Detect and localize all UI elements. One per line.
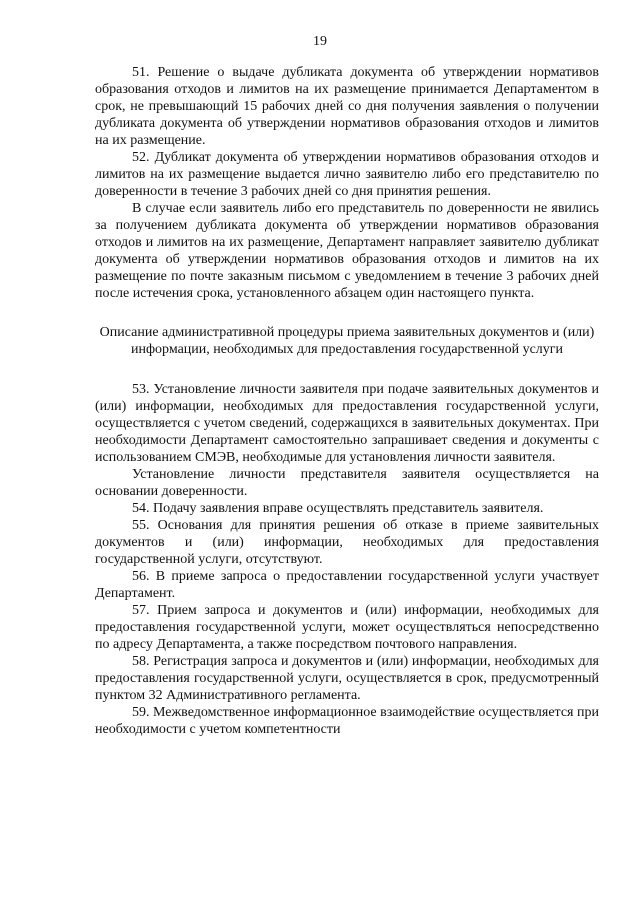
paragraph-52: 52. Дубликат документа об утверждении нормативов образования отходов и лимитов на их размещение выдается лично заявителю либо его представителю по доверенности в течение 3 рабочих дней со дня принятия решения. (95, 150, 599, 199)
paragraph-56: 56. В приеме запроса о предоставлении государственной услуги участвует Департамент. (95, 569, 599, 601)
paragraph-57: 57. Прием запроса и документов и (или) информации, необходимых для предоставления государственной услуги, может осуществляться непосредственно по адресу Департамента, а также посредством почтового направления. (95, 603, 599, 652)
section-heading: Описание административной процедуры приема заявительных документов и (или) информации, необходимых для предоставления государственной услуги (99, 325, 595, 357)
paragraph-59: 59. Межведомственное информационное взаимодействие осуществляется при необходимости с учетом компетентности (95, 705, 599, 737)
paragraph-54: 54. Подачу заявления вправе осуществлять представитель заявителя. (132, 501, 544, 516)
paragraph-55: 55. Основания для принятия решения об отказе в приеме заявительных документов и (или) информации, необходимых для предоставления государственной услуги, отсутствуют. (95, 518, 599, 567)
paragraph-53: 53. Установление личности заявителя при подаче заявительных документов и (или) информации, необходимых для предоставления государственной услуги, осуществляется с учетом сведений, содержащихся в заявительных документах. При необходимости Департамент самостоятельно запрашивает сведения и документы с использованием СМЭВ, необходимые для установления личности заявителя. (95, 382, 599, 465)
paragraph-51: 51. Решение о выдаче дубликата документа об утверждении нормативов образования отходов и лимитов на их размещение принимается Департаментом в срок, не превышающий 15 рабочих дней со дня получения заявления о получении дубликата документа об утверждении нормативов образования отходов и лимитов на их размещение. (95, 65, 599, 148)
paragraph-52-continuation: В случае если заявитель либо его представитель по доверенности не явились за получением дубликата документа об утверждении нормативов образования отходов и лимитов на их размещение, Департамент направляет заявителю дубликат документа об утверждении нормативов образования отходов и лимитов на их размещение по почте заказным письмом с уведомлением в течение 3 рабочих дней после истечения срока, установленного абзацем один настоящего пункта. (95, 201, 599, 301)
page-number: 19 (313, 34, 327, 49)
paragraph-58: 58. Регистрация запроса и документов и (или) информации, необходимых для предоставления государственной услуги, осуществляется в срок, предусмотренный пунктом 32 Административного регламента. (95, 654, 599, 703)
document-body (95, 64, 599, 738)
paragraph-53-continuation: Установление личности представителя заявителя осуществляется на основании доверенности. (95, 467, 599, 499)
